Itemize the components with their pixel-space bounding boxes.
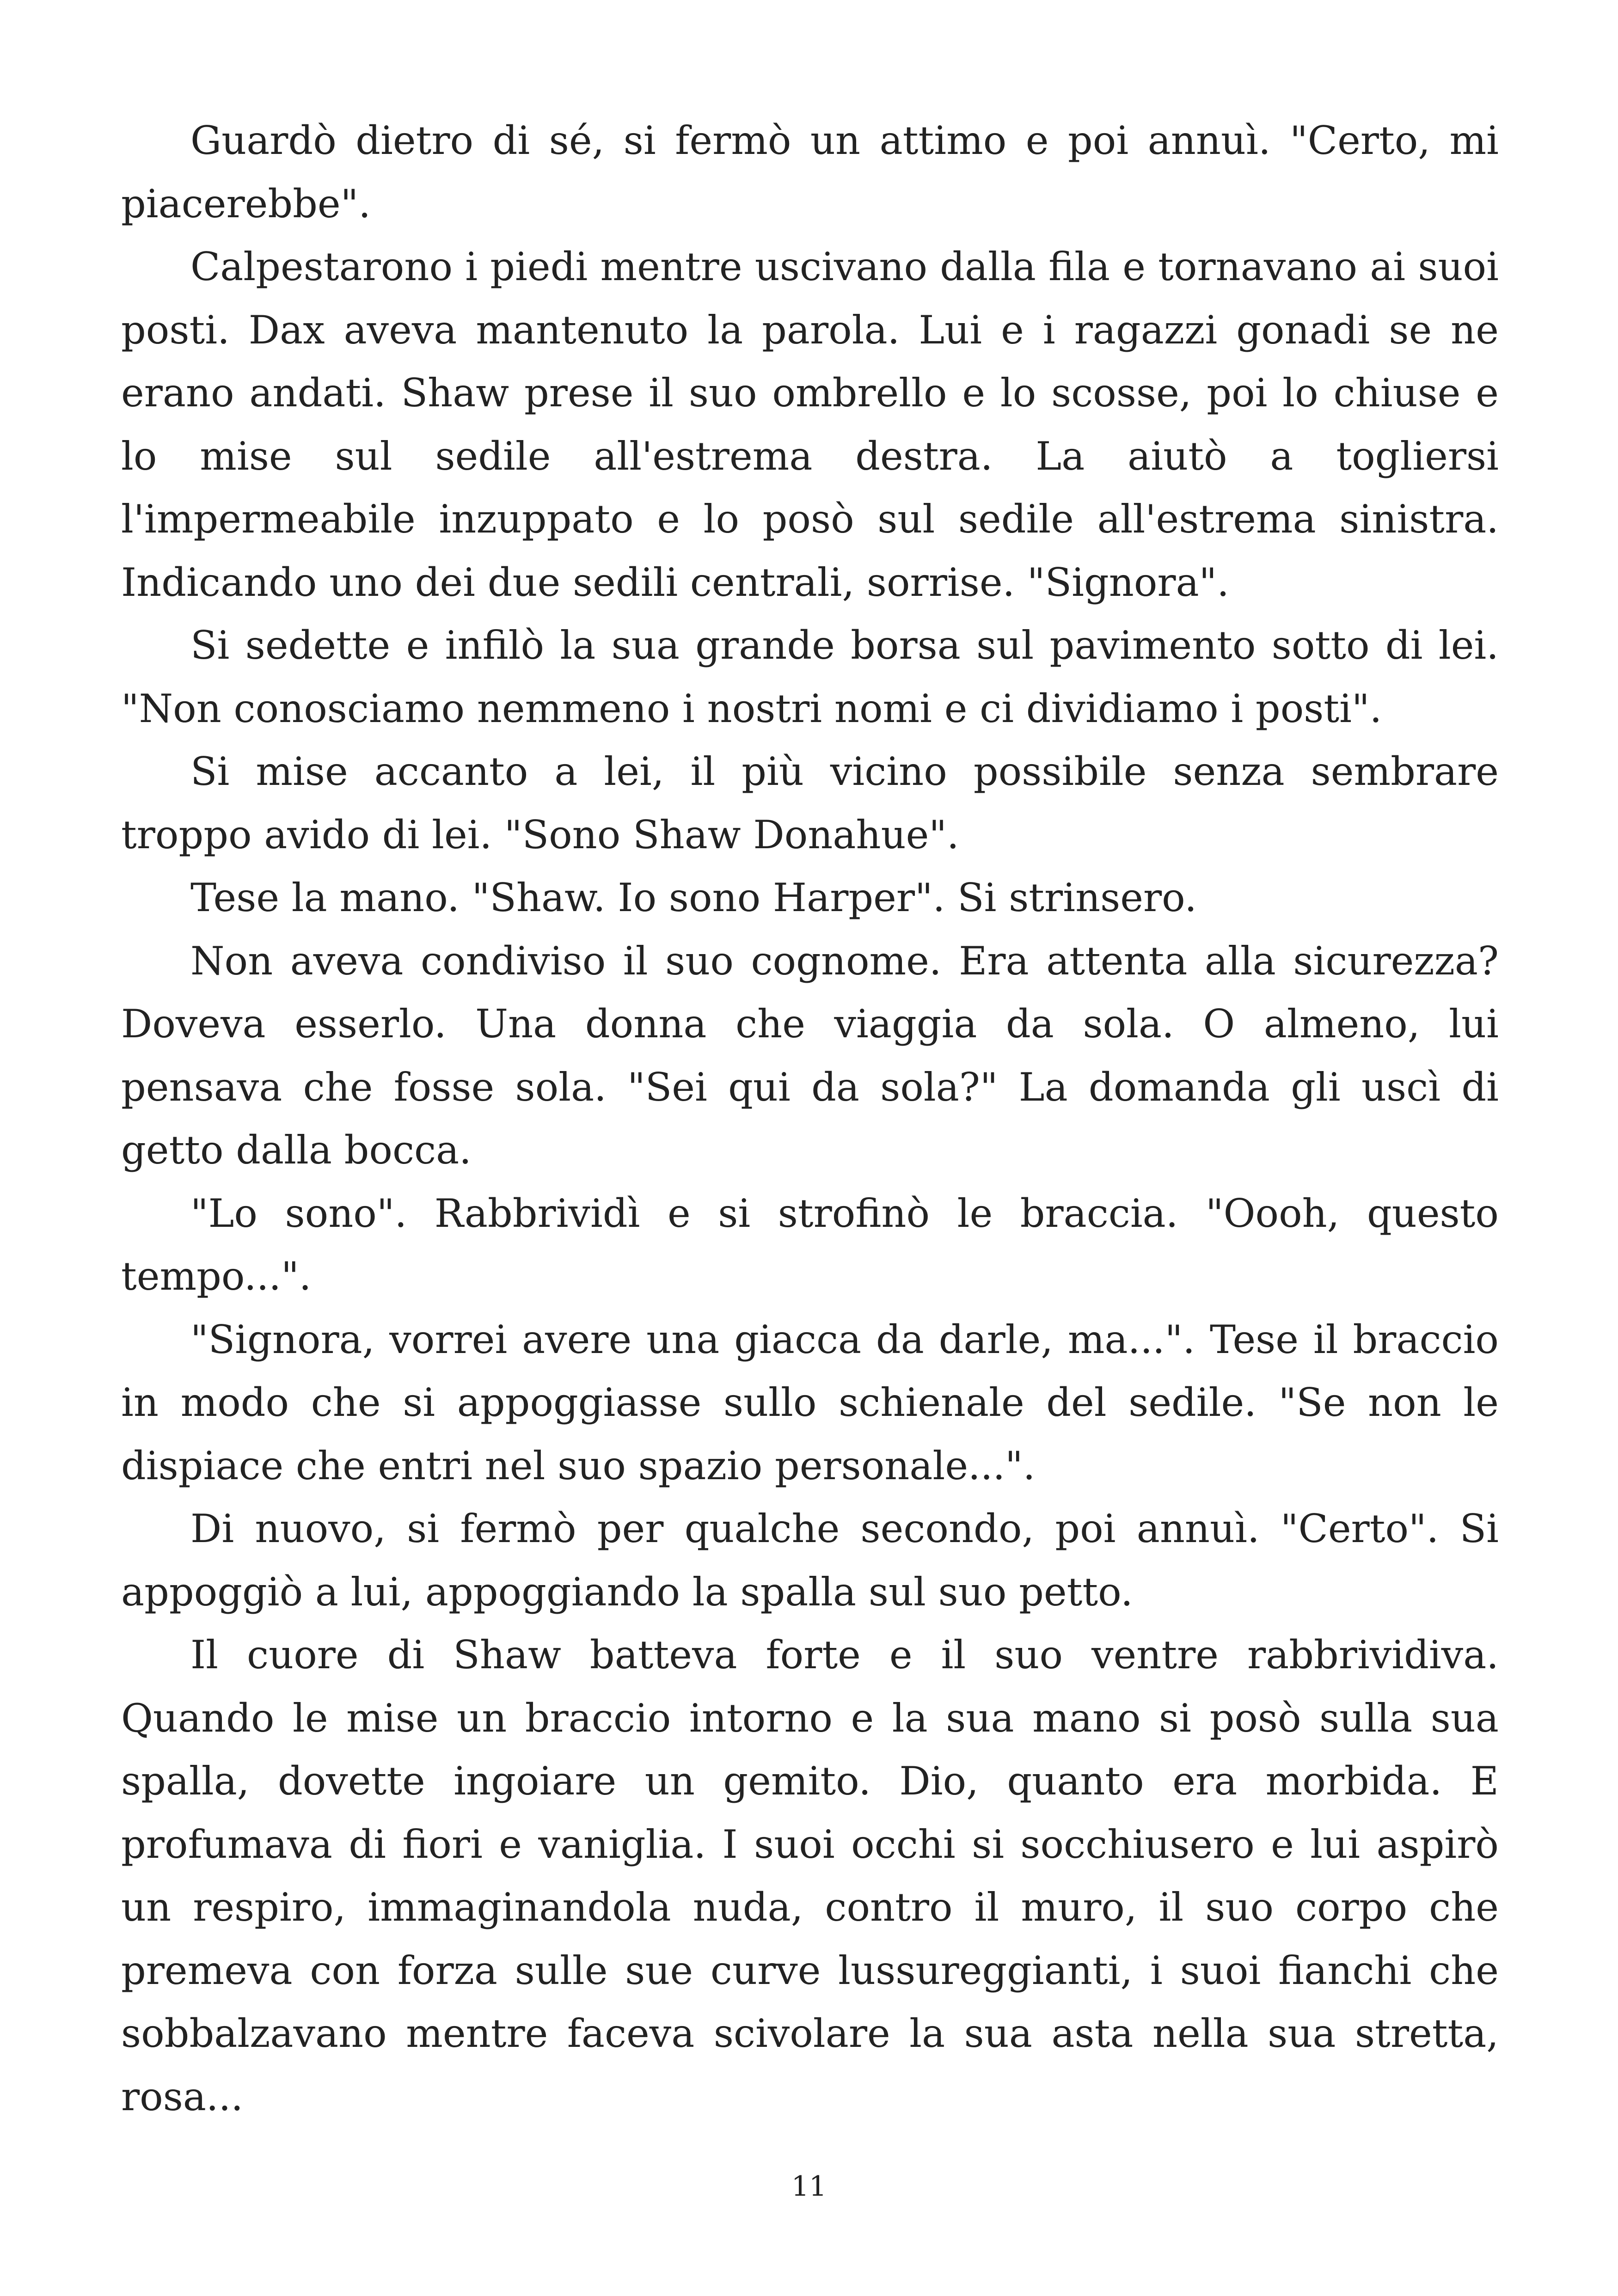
paragraph: "Lo sono". Rabbrividì e si strofinò le braccia. "Oooh, questo tempo...". [121, 1190, 1499, 1299]
paragraph: Il cuore di Shaw batteva forte e il suo ventre rabbrividiva. Quando le mise un braccio intorno e la sua mano si posò sulla sua spalla, dovette ingoiare un gemito. Dio, quanto era morbida. E profumava di fiori e vaniglia. I suoi occhi si socchiusero e lui aspirò un respiro, immaginandola nuda, contro il muro, il suo corpo che premeva con forza sulle sue curve lussureggianti, i suoi fianchi che sobbalzavano mentre faceva scivolare la sua asta nella sua stretta, rosa... [121, 1632, 1499, 2119]
paragraph: Di nuovo, si fermò per qualche secondo, poi annuì. "Certo". Si appoggiò a lui, appoggiando la spalla sul suo petto. [121, 1506, 1499, 1615]
page-number: 11 [791, 2170, 827, 2203]
paragraph: Calpestarono i piedi mentre uscivano dalla fila e tornavano ai suoi posti. Dax aveva mantenuto la parola. Lui e i ragazzi gonadi se ne erano andati. Shaw prese il suo ombrello e lo scosse, poi lo chiuse e lo mise sul sedile all'estrema destra. La aiutò a togliersi l'impermeabile inzuppato e lo posò sul sedile all'estrema sinistra. Indicando uno dei due sedili centrali, sorrise. "Signora". [121, 244, 1499, 605]
paragraph: Non aveva condiviso il suo cognome. Era attenta alla sicurezza? Doveva esserlo. Una donna che viaggia da sola. O almeno, lui pensava che fosse sola. "Sei qui da sola?" La domanda gli uscì di getto dalla bocca. [121, 938, 1499, 1173]
paragraph: Si sedette e infilò la sua grande borsa sul pavimento sotto di lei. "Non conosciamo nemmeno i nostri nomi e ci dividiamo i posti". [121, 623, 1499, 731]
paragraph: Tese la mano. "Shaw. Io sono Harper". Si strinsero. [190, 875, 1197, 920]
paragraph: Guardò dietro di sé, si fermò un attimo e poi annuì. "Certo, mi piacerebbe". [121, 118, 1499, 227]
paragraph: "Signora, vorrei avere una giacca da darle, ma...". Tese il braccio in modo che si appoggiasse sullo schienale del sedile. "Se non le dispiace che entri nel suo spazio personale...". [121, 1316, 1499, 1488]
paragraph: Si mise accanto a lei, il più vicino possibile senza sembrare troppo avido di lei. "Sono Shaw Donahue". [121, 749, 1499, 857]
body-text [121, 109, 1499, 2128]
